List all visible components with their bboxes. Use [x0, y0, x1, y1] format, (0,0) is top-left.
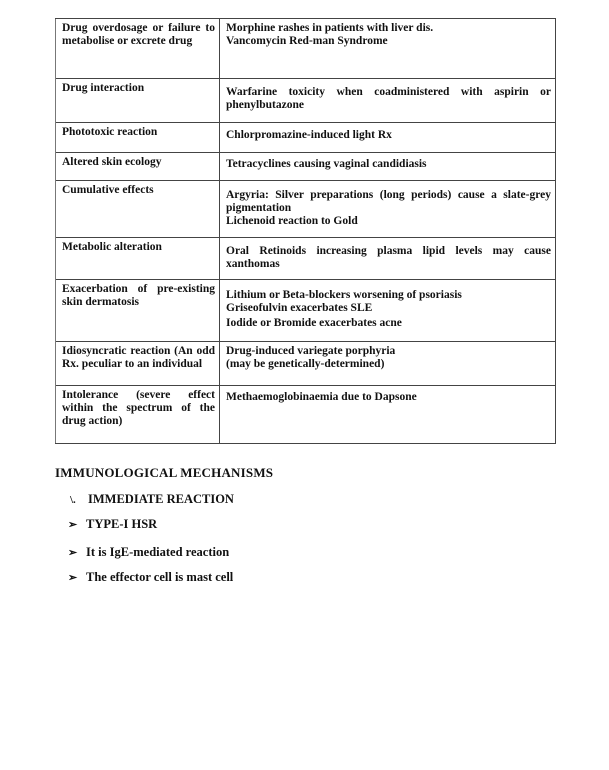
arrow-bullet-icon: ➢	[68, 572, 78, 584]
mechanism-cell: Idiosyncratic reaction (An odd Rx. peculiar to an individual	[56, 342, 220, 386]
examples-cell	[220, 181, 556, 238]
example-text: Lithium or Beta-blockers worsening of psoriasis	[226, 289, 462, 301]
example-text: Methaemoglobinaemia due to Dapsone	[226, 391, 417, 403]
drug-reaction-mechanisms-table	[55, 18, 556, 444]
example-text: Tetracyclines causing vaginal candidiasis	[226, 158, 427, 170]
arrow-bullet-icon: ➢	[68, 547, 78, 559]
mechanism-cell: Exacerbation of pre-existing skin dermatosis	[56, 280, 220, 342]
bullet-text: It is IgE-mediated reaction	[86, 545, 230, 559]
mechanism-cell: Altered skin ecology	[56, 153, 220, 181]
table-row	[56, 19, 556, 79]
arrow-bullet-icon: ➢	[68, 519, 78, 531]
example-text: (may be genetically-determined)	[226, 358, 385, 370]
bullet-text: TYPE-I HSR	[86, 517, 158, 531]
table-row	[56, 153, 556, 181]
example-text: Chlorpromazine-induced light Rx	[226, 129, 392, 141]
mechanism-cell: Drug overdosage or failure to metabolise or excrete drug	[56, 19, 220, 79]
section-heading: IMMUNOLOGICAL MECHANISMS	[55, 465, 274, 480]
table-row	[56, 238, 556, 280]
table-row	[56, 181, 556, 238]
table-row	[56, 280, 556, 342]
table-row	[56, 123, 556, 153]
example-text: Warfarine toxicity when coadministered with aspirin or phenylbutazone	[226, 86, 551, 111]
numbered-marker: \.	[70, 494, 76, 506]
examples-cell	[220, 79, 556, 123]
mechanism-cell: Cumulative effects	[56, 181, 220, 238]
numbered-item-text: IMMEDIATE REACTION	[88, 492, 234, 506]
example-text: Iodide or Bromide exacerbates acne	[226, 317, 402, 329]
examples-cell	[220, 238, 556, 280]
mechanism-cell: Metabolic alteration	[56, 238, 220, 280]
mechanism-cell: Drug interaction	[56, 79, 220, 123]
table-row	[56, 386, 556, 444]
example-text: Argyria: Silver preparations (long periods) cause a slate-grey pigmentation	[226, 189, 551, 214]
list-item	[68, 545, 229, 560]
list-item	[68, 517, 157, 532]
examples-cell	[220, 386, 556, 444]
numbered-item	[70, 492, 234, 507]
table-row	[56, 79, 556, 123]
examples-cell	[220, 280, 556, 342]
table-row	[56, 342, 556, 386]
examples-cell	[220, 153, 556, 181]
example-text: Lichenoid reaction to Gold	[226, 215, 358, 227]
examples-cell	[220, 19, 556, 79]
list-item	[68, 570, 233, 585]
bullet-text: The effector cell is mast cell	[86, 570, 234, 584]
examples-cell	[220, 123, 556, 153]
mechanism-cell: Intolerance (severe effect within the spectrum of the drug action)	[56, 386, 220, 444]
example-text: Griseofulvin exacerbates SLE	[226, 302, 373, 314]
example-text: Drug-induced variegate porphyria	[226, 345, 396, 357]
example-text: Morphine rashes in patients with liver dis.	[226, 22, 434, 34]
example-text: Oral Retinoids increasing plasma lipid levels may cause xanthomas	[226, 245, 551, 270]
examples-cell	[220, 342, 556, 386]
example-text: Vancomycin Red-man Syndrome	[226, 35, 388, 47]
mechanism-cell: Phototoxic reaction	[56, 123, 220, 153]
